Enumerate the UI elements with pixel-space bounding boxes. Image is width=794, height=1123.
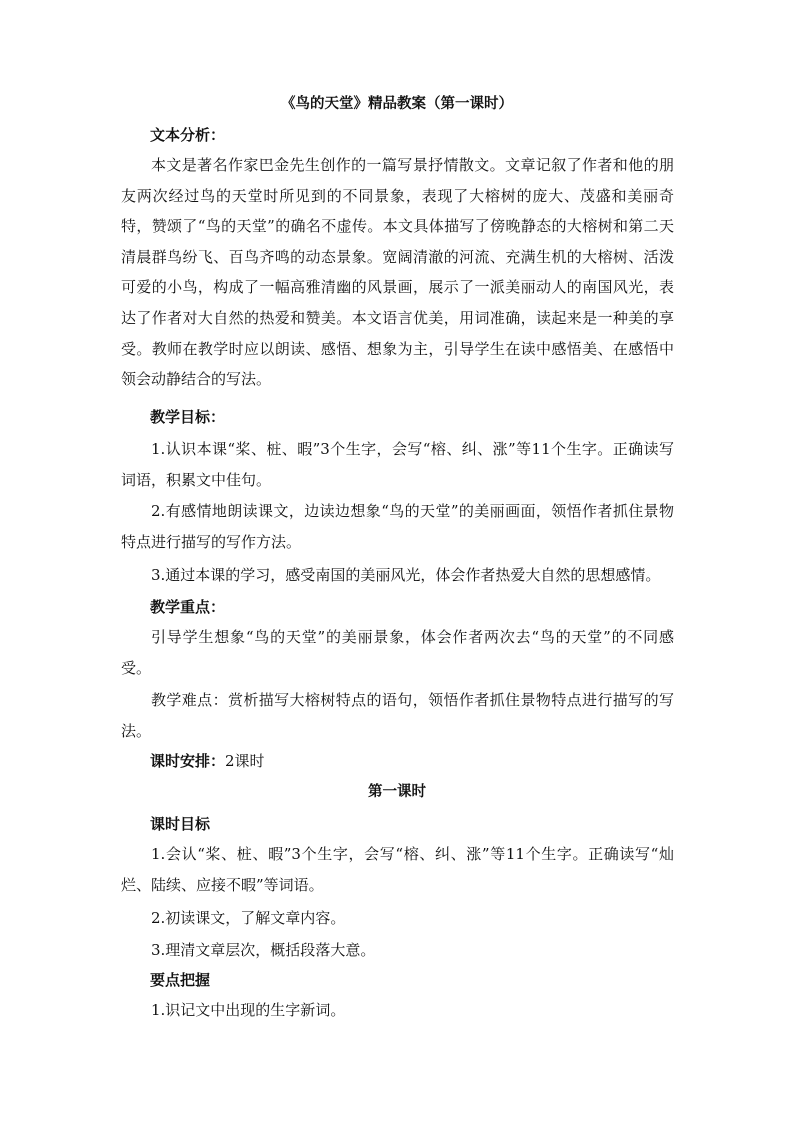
schedule-value: 2课时 [225, 752, 265, 770]
document-title: 《鸟的天堂》精品教案（第一课时） [281, 95, 513, 112]
lesson-heading: 第一课时 [368, 783, 426, 800]
lesson-goal-item-1: 1.会认“桨、桩、暇”3个生字，会写“榕、纠、涨”等11个生字。正确读写“灿烂、陆续、应接不暇”等词语。 [121, 845, 674, 894]
goal-item-2: 2.有感情地朗读课文，边读边想象“鸟的天堂”的美丽画面，领悟作者抓住景物特点进行描写的写作方法。 [121, 502, 674, 551]
key-points-paragraph: 引导学生想象“鸟的天堂”的美丽景象，体会作者两次去“鸟的天堂”的不同感受。 [121, 628, 674, 677]
schedule-line [150, 750, 265, 772]
goals-heading: 教学目标： [150, 408, 226, 426]
lesson-goal-item-3: 3.理清文章层次，概括段落大意。 [151, 941, 376, 959]
essentials-item-1: 1.识记文中出现的生字新词。 [151, 1001, 346, 1019]
lesson-goals-heading: 课时目标 [150, 815, 211, 833]
text-analysis-heading: 文本分析： [150, 126, 226, 144]
essentials-heading: 要点把握 [150, 971, 211, 989]
goal-item-3: 3.通过本课的学习，感受南国的美丽风光，体会作者热爱大自然的思想感情。 [151, 566, 661, 584]
goal-item-1: 1.认识本课“桨、桩、暇”3个生字，会写“榕、纠、涨”等11个生字。正确读写词语，积累文中佳句。 [121, 440, 674, 489]
key-points-heading: 教学重点： [150, 598, 226, 616]
text-analysis-paragraph: 本文是著名作家巴金先生创作的一篇写景抒情散文。文章记叙了作者和他的朋友两次经过鸟的天堂时所见到的不同景象，表现了大榕树的庞大、茂盛和美丽奇特，赞颂了“鸟的天堂”的确名不虚传。本文具体描写了傍晚静态的大榕树和第二天清晨群鸟纷飞、百鸟齐鸣的动态景象。宽阔清澈的河流、充满生机的大榕树、活泼可爱的小鸟，构成了一幅高雅清幽的风景画，展示了一派美丽动人的南国风光，表达了作者对大自然的热爱和赞美。本文语言优美，用词准确，读起来是一种美的享受。教师在教学时应以朗读、感悟、想象为主，引导学生在读中感悟美、在感悟中领会动静结合的写法。 [121, 156, 674, 389]
difficulty-paragraph: 教学难点：赏析描写大榕树特点的语句，领悟作者抓住景物特点进行描写的写法。 [121, 691, 674, 740]
lesson-goal-item-2: 2.初读课文，了解文章内容。 [151, 909, 346, 927]
schedule-label: 课时安排： [150, 752, 226, 770]
